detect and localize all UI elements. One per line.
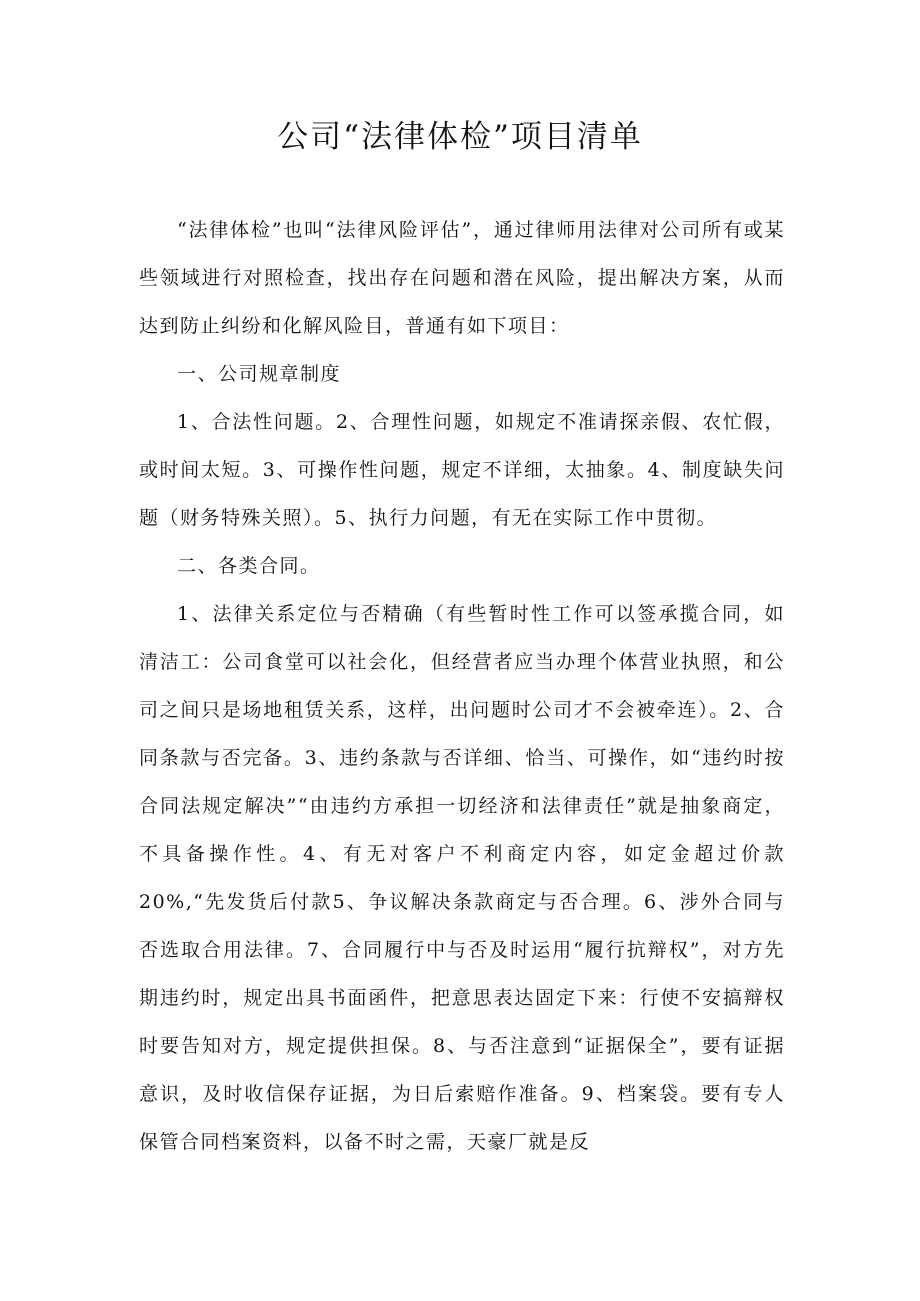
- intro-paragraph: “法律体检”也叫“法律风险评估”，通过律师用法律对公司所有或某些领域进行对照检查，找出存在问题和潜在风险，提出解决方案，从而达到防止纠纷和化解风险目，普通有如下项目：: [139, 219, 785, 337]
- rules-paragraph: 1、合法性问题。2、合理性问题，如规定不准请探亲假、农忙假，或时间太短。3、可操作性问题，规定不详细，太抽象。4、制度缺失问题（财务特殊关照）。5、执行力问题，有无在实际工作中贯彻。: [139, 411, 785, 529]
- document-title: 公司“法律体检”项目清单: [277, 119, 643, 155]
- section-heading-rules: 一、公司规章制度: [177, 363, 342, 385]
- document-body: [139, 206, 785, 1166]
- contracts-paragraph: 1、法律关系定位与否精确（有些暂时性工作可以签承揽合同，如清洁工：公司食堂可以社会化，但经营者应当办理个体营业执照，和公司之间只是场地租赁关系，这样，出问题时公司才不会被牵连）。2、合同条款与否完备。3、违约条款与否详细、恰当、可操作，如“违约时按合同法规定解决”“由违约方承担一切经济和法律责任”就是抽象商定，不具备操作性。4、有无对客户不利商定内容，如定金超过价款20%,“先发货后付款5、争议解决条款商定与否合理。6、涉外合同与否选取合用法律。7、合同履行中与否及时运用“履行抗辩权”，对方先期违约时，规定出具书面函件，把意思表达固定下来：行使不安搞辩权时要告知对方，规定提供担保。8、与否注意到“证据保全”，要有证据意识，及时收信保存证据，为日后索赔作准备。9、档案袋。要有专人保管合同档案资料，以备不时之需，天豪厂就是反: [139, 603, 785, 1153]
- section-heading-contracts: 二、各类合同。: [177, 555, 321, 577]
